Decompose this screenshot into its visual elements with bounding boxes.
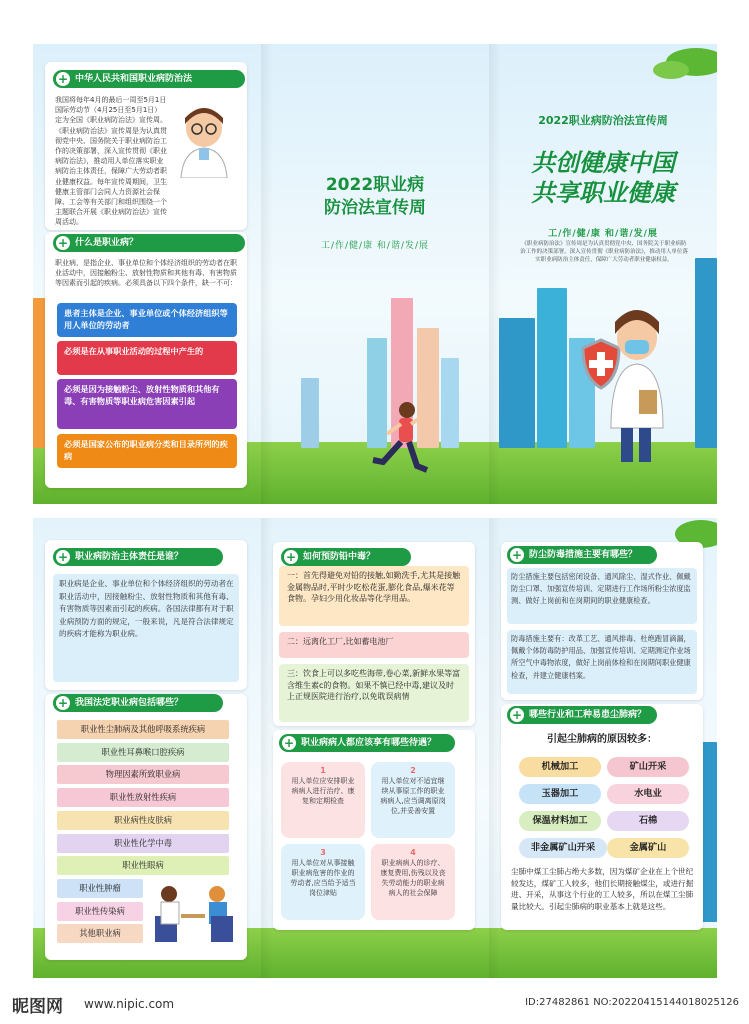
building [695,258,717,448]
law-heading: + 中华人民共和国职业病防治法 [53,70,245,88]
medical-cross-icon: + [57,72,69,86]
building [537,288,567,448]
legal-heading: + 我国法定职业病包括哪些？ [53,694,223,712]
building [441,358,459,448]
brochure-front-sheet [33,44,717,504]
treatment-number: 3 [320,848,326,857]
medical-cross-icon: + [57,696,69,710]
treatment-text: 用人单位对不适宜继续从事原工作的职业病病人,应当调离原岗位,并妥善安置 [380,777,446,815]
back-panel-left [33,518,261,978]
right-slogan: 工/作/健/康 和/谐/发/展 [548,229,658,239]
right-main-title: 共创健康中国 共享职业健康 [531,149,675,207]
treatment-box [371,844,455,920]
medical-cross-icon: + [511,548,523,562]
front-panel-middle [261,44,489,504]
dust-text-1: 防尘措施主要包括密闭设备、通风除尘、湿式作业、佩戴防尘口罩、加强宣传培训、定期进行工作场所粉尘浓度监测、做好上岗前和在岗期间的职业健康检查。 [511,572,691,606]
law-card [45,62,247,230]
nipic-url: www.nipic.com [84,997,175,1011]
lead-heading: + 如何预防铅中毒？ [281,548,411,566]
industry-chip: 金属矿山 [607,838,689,858]
industry-chip: 玉器加工 [519,784,601,804]
watermark-footer [0,978,749,1024]
dust-text-2: 防毒措施主要有：改革工艺、通风排毒、杜绝跑冒滴漏，佩戴个体防毒防护用品、加强宣传培训、定期测定作业场所空气中毒物浓度，做好上岗前体检和在岗期间职业健康检查，并建立健康档案。 [511,634,691,680]
cause-title: 引起尘肺病的原因较多： [547,734,657,745]
treatment-box [281,844,365,920]
medical-cross-icon: + [511,708,523,722]
disease-tag: 职业病性皮肤病 [57,811,229,830]
medical-cross-icon: + [283,736,295,750]
treatment-text: 职业病病人的诊疗、康复费用,伤残以及丧失劳动能力的职业病病人的社会保障 [380,859,446,897]
industry-chip: 机械加工 [519,757,601,777]
subject-heading: + 职业病防治主体责任是谁？ [53,548,223,566]
mid-slogan: 工/作/健/康 和/谐/发/展 [320,241,430,251]
tree-leaves-icon [641,44,717,84]
lead-item-text: 二：远离化工厂,比如蓄电池厂 [287,637,394,646]
lead-item-box [279,632,469,658]
disease-tag: 职业性耳鼻喉口腔疾病 [57,743,229,762]
subject-card [45,540,247,690]
disease-tag: 职业性肿瘤 [57,879,143,898]
industry-chip: 保温材料加工 [519,811,601,831]
treatment-text: 用人单位对从事接触职业病危害的作业的劳动者,应当给予适当岗位津贴 [290,859,356,897]
consultation-illustration [151,880,237,948]
treatment-box [281,762,365,838]
lead-item-text: 一：首先得避免对铅的接触,如勤洗手,尤其是接触金属物品时,平时少吃松花蛋,膨化食品,爆米花等食物。孕妇少用化妆品等化学用品。 [287,571,461,603]
lead-item-box [279,664,469,722]
what-heading: + 什么是职业病？ [53,234,245,252]
condition-box: 必须是在从事职业活动的过程中产生的 [57,341,237,375]
building [301,378,319,448]
industry-text: 尘肺中煤工尘肺占绝大多数，因为煤矿企业在上个世纪较发达，煤矿工人较多，他们长期接触煤尘，或进行掘进、开采，从事这个行业的工人较多，所以在煤工尘肺量比较大。引起尘肺病的职业基本上就是这些。 [511,867,694,911]
building [499,318,535,448]
disease-tag: 职业性放射性疾病 [57,788,229,807]
medical-cross-icon: + [285,550,297,564]
doctor-with-shield-illustration [577,308,665,464]
dust-card [501,542,703,700]
treatment-number: 1 [320,766,326,775]
condition-box: 患者主体是企业、事业单位或个体经济组织等用人单位的劳动者 [57,303,237,337]
treatment-number: 4 [410,848,416,857]
front-panel-right [489,44,717,504]
disease-tag: 物理因素所致职业病 [57,765,229,784]
nipic-logo: 昵图网 [12,997,63,1017]
disease-tag: 其他职业病 [57,924,143,943]
industry-chip: 水电业 [607,784,689,804]
medical-cross-icon: + [57,236,69,250]
runner-illustration [369,400,429,490]
dust-heading: + 防尘防毒措施主要有哪些？ [507,546,657,564]
condition-box: 必须是因为接触粉尘、放射性物质和其他有毒、有害物质等职业病危害因素引起 [57,379,237,429]
right-small-text: 《职业病防治法》宣传周是为认真贯彻党中央、国务院关于职业病防治工作的决策部署，深入宣传贯彻《职业病防治法》，推动用人单位落实职业病防治主体责任，保障广大劳动者职业健康权益。 [520,241,688,263]
medical-cross-icon: + [57,550,69,564]
disease-tag: 职业性化学中毒 [57,834,229,853]
disease-tag: 职业性眼病 [57,856,229,875]
mid-title: 2022职业病 防治法宣传周 [324,175,426,218]
back-panel-middle [261,518,489,978]
industry-chip: 矿山开采 [607,757,689,777]
treatment-heading: + 职业病病人都应该享有哪些待遇？ [279,734,455,752]
industry-chip: 非金属矿山开采 [519,838,607,858]
lead-item-text: 三：饮食上可以多吃些海带,卷心菜,新鲜水果等富含维生素c的食物。如果不慎已经中毒,建议及时上正规医院进行治疗,以免耽误病情 [287,669,461,701]
treatment-text: 用人单位应安排职业病病人进行治疗、康复和定期检查 [291,777,355,805]
front-panel-left [33,44,261,504]
what-text: 职业病，是指企业、事业单位和个体经济组织的劳动者在职业活动中，因接触粉尘、放射性物质和其他有毒、有害物质等因素而引起的疾病。必须具备以下四个条件，缺一不可： [55,259,237,288]
subject-text: 职业病是企业、事业单位和个体经济组织的劳动者在职业活动中，因接触粉尘、放射性物质和其他有毒、有害物质等因素而引起的疾病。各国法律都有对于职业病预防方面的规定，一般来说，凡是符合法律规定的疾病才能称为职业病。 [59,579,234,639]
treatment-number: 2 [410,766,416,775]
doctor-illustration [171,102,237,178]
brochure-back-sheet [33,518,717,978]
disease-tag: 职业性传染病 [57,902,143,921]
lead-item-box [279,566,469,626]
right-subtitle: 2022职业病防治法宣传周 [538,114,668,127]
industry-chip: 石棉 [607,811,689,831]
treatment-box [371,762,455,838]
image-id-text: ID:27482861 NO:20220415144018025126 [525,997,739,1008]
back-panel-right [489,518,717,978]
industry-heading: + 哪些行业和工种易患尘肺病？ [507,706,657,724]
condition-box: 必须是国家公布的职业病分类和目录所列的疾病 [57,434,237,468]
law-text: 我国将每年4月的最后一周至5月1日国际劳动节（4月25日至5月1日）定为全国《职业病防治法》宣传周。《职业病防治法》宣传周是为认真贯彻党中央、国务院关于职业病防治工作的决策部署，深入宣传贯彻《职业病防治法》，推动用人单位落实职业病防治主体责任，保障广大劳动者职业健康权益。每年宣传周期间，卫生健康主管部门会同人力资源社会保障、工会等有关部门和组织围绕一个主题联合开展《职业病防治法》宣传周活动。 [55,96,167,227]
disease-tag: 职业性尘肺病及其他呼吸系统疾病 [57,720,229,739]
